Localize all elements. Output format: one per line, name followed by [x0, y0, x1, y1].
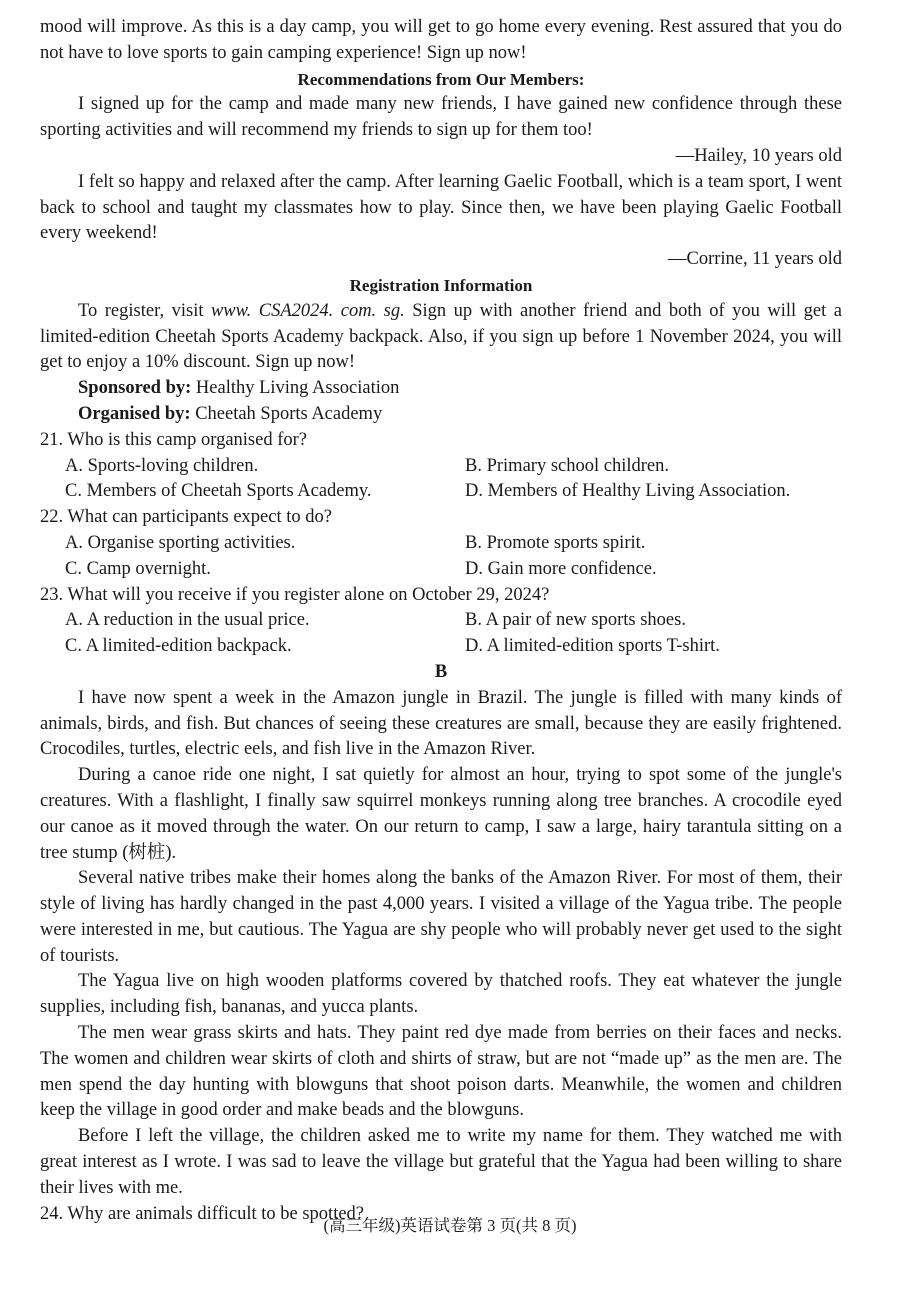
- question-21-stem: 21. Who is this camp organised for?: [40, 429, 308, 450]
- question-23-stem: 23. What will you receive if you register alone on October 29, 2024?: [40, 584, 550, 605]
- section-b-label: B: [434, 661, 448, 682]
- registration-text: [40, 299, 842, 376]
- recommendation-2-author: —Corrine, 11 years old: [668, 249, 842, 270]
- organised-label: Organised by:: [78, 403, 191, 424]
- option-21-a: A. Sports-loving children.: [65, 455, 259, 476]
- passage-b-paragraph-2: During a canoe ride one night, I sat quietly for almost an hour, trying to spot some of the jungle's creatures. With a flashlight, I finally saw squirrel monkeys running along tree branches. A crocodile eyed our canoe as it moved through the water. On our return to camp, I saw a large, hairy tarantula sitting on a tree stump (树桩).: [40, 765, 842, 863]
- option-23-c: C. A limited-edition backpack.: [65, 636, 292, 657]
- option-23-a: A. A reduction in the usual price.: [65, 610, 310, 631]
- organised-line: [40, 402, 842, 428]
- question-21-options: [40, 454, 842, 506]
- option-21-c: C. Members of Cheetah Sports Academy.: [65, 481, 372, 502]
- question-23-options: [40, 608, 842, 660]
- sponsored-value: Healthy Living Association: [191, 378, 400, 399]
- option-21-b: B. Primary school children.: [465, 455, 669, 476]
- question-22-options: [40, 531, 842, 583]
- passage-b-paragraph-4: The Yagua live on high wooden platforms covered by thatched roofs. They eat whatever the jungle supplies, including fish, bananas, and yucca plants.: [40, 971, 842, 1018]
- option-21-d: D. Members of Healthy Living Association.: [465, 481, 791, 502]
- option-22-a: A. Organise sporting activities.: [65, 532, 296, 553]
- recommendation-2: I felt so happy and relaxed after the camp. After learning Gaelic Football, which is a team sport, I went back to school and taught my classmates how to play. Since then, we have been playing Gaelic Football every weekend!: [40, 171, 842, 244]
- registration-heading: Registration Information: [349, 275, 533, 295]
- question-23: [40, 583, 842, 660]
- sponsored-line: [40, 376, 842, 402]
- recommendations-heading: Recommendations from Our Members:: [297, 69, 585, 89]
- question-22: [40, 505, 842, 582]
- option-22-c: C. Camp overnight.: [65, 558, 211, 579]
- recommendation-1: I signed up for the camp and made many new friends, I have gained new confidence through these sporting activities and will recommend my friends to sign up for them too!: [40, 94, 842, 141]
- option-22-b: B. Promote sports spirit.: [465, 532, 646, 553]
- question-22-stem: 22. What can participants expect to do?: [40, 507, 332, 528]
- question-24-stem: 24. Why are animals difficult to be spotted?: [40, 1203, 365, 1224]
- passage-b-paragraph-1: I have now spent a week in the Amazon jungle in Brazil. The jungle is filled with many kinds of animals, birds, and fish. But chances of seeing these creatures are small, because they are easily frightened. Crocodiles, turtles, electric eels, and fish live in the Amazon River.: [40, 687, 842, 760]
- sponsored-label: Sponsored by:: [78, 378, 192, 399]
- recommendation-1-author: —Hailey, 10 years old: [675, 145, 842, 166]
- registration-text-after: Sign up with another friend and both of you will get a limited-edition Cheetah Sports Academy backpack. Also, if you sign up before 1 November 2024, you will get to enjoy a 10% discount. Sign up now!: [40, 300, 842, 373]
- question-21: [40, 428, 842, 505]
- intro-tail: mood will improve. As this is a day camp, you will get to go home every evening. Rest assured that you do not have to love sports to gain camping experience! Sign up now!: [40, 17, 842, 63]
- option-23-d: D. A limited-edition sports T-shirt.: [465, 636, 720, 657]
- registration-url: www. CSA2024. com. sg.: [210, 300, 405, 321]
- passage-b-paragraph-5: The men wear grass skirts and hats. They paint red dye made from berries on their faces and necks. The women and children wear skirts of cloth and shirts of straw, but are not “made up” as the men are. The men spend the day hunting with blowguns that shoot poison darts. Meanwhile, the women and children keep the village in good order and make beads and the blowguns.: [40, 1023, 842, 1121]
- organised-value: Cheetah Sports Academy: [190, 403, 383, 424]
- registration-text-before: To register, visit: [78, 300, 211, 321]
- option-23-b: B. A pair of new sports shoes.: [465, 610, 686, 631]
- option-22-d: D. Gain more confidence.: [465, 558, 657, 579]
- passage-b-paragraph-3: Several native tribes make their homes along the banks of the Amazon River. For most of them, their style of living has hardly changed in the past 4,000 years. I visited a village of the Yagua tribe. The people were interested in me, but cautious. The Yagua are shy people who will probably never get used to the sight of tourists.: [40, 868, 842, 966]
- passage-b-paragraph-6: Before I left the village, the children asked me to write my name for them. They watched me with great interest as I wrote. I was sad to leave the village but grateful that the Yagua had been willing to share their lives with me.: [40, 1126, 842, 1198]
- page-footer: (高三年级)英语试卷第 3 页(共 8 页): [323, 1216, 577, 1235]
